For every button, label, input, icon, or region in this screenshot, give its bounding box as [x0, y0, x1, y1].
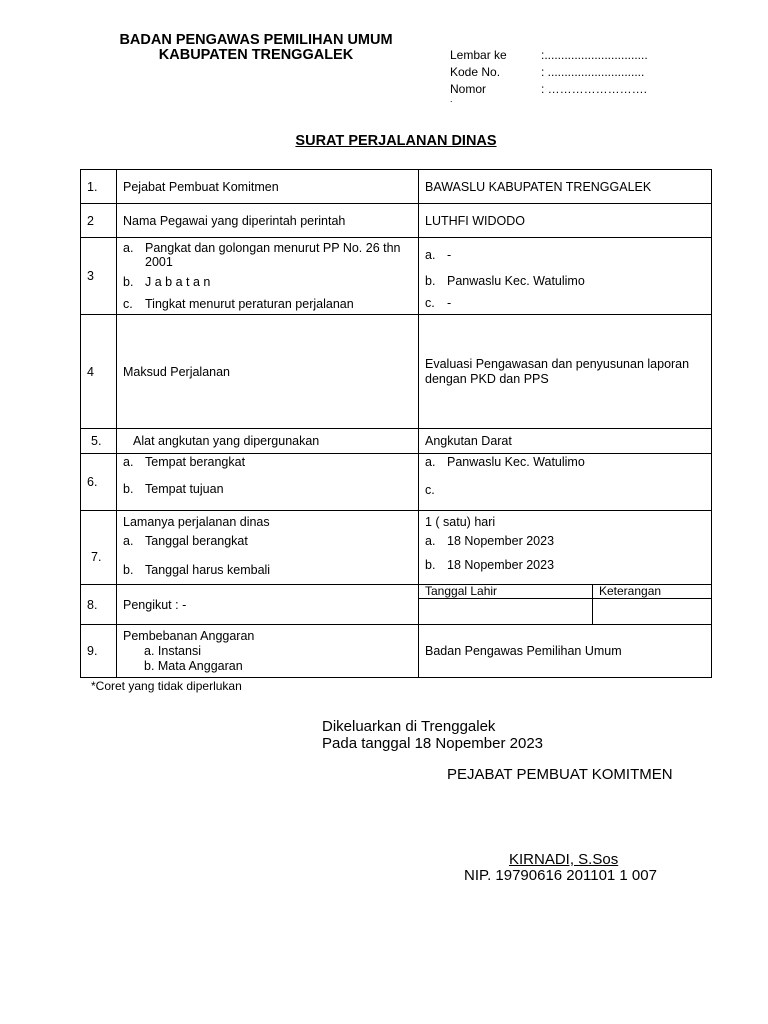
sub-value: -: [447, 296, 452, 310]
meta-value: :...............................: [541, 48, 648, 62]
row-value: Badan Pengawas Pemilihan Umum: [419, 625, 712, 678]
sub-item: [425, 274, 705, 288]
row-number: 6.: [81, 454, 117, 511]
sub-item: [425, 248, 705, 262]
cell-tanggal-lahir: [419, 599, 593, 625]
sub-item: [425, 483, 705, 497]
spd-table: [80, 169, 712, 678]
table-row: [81, 429, 712, 454]
meta-label: Kode No.: [450, 65, 501, 79]
row-number: 4: [81, 315, 117, 429]
col-tanggal-lahir: Tanggal Lahir: [419, 585, 593, 599]
sub-label: Pangkat dan golongan menurut PP No. 26 thn 2001: [145, 241, 401, 269]
table-row: [81, 511, 712, 585]
sub-item: [123, 241, 412, 269]
sub-key: b.: [123, 482, 134, 496]
row-value: Angkutan Darat: [419, 429, 712, 454]
meta-value: : .............................: [541, 65, 645, 79]
signer-name: KIRNADI, S.Sos: [509, 851, 619, 868]
row-label: Pengikut : -: [117, 585, 419, 625]
row-number: 1.: [81, 170, 117, 204]
row-number: 8.: [81, 585, 117, 625]
doc-meta: [450, 47, 680, 98]
sub-label: b. Mata Anggaran: [144, 658, 243, 673]
sub-label: a. Instansi: [144, 643, 201, 658]
sub-heading: Lamanya perjalanan dinas: [123, 515, 270, 529]
sub-label: J a b a t a n: [145, 275, 211, 289]
sub-value: Panwaslu Kec. Watulimo: [447, 455, 585, 469]
row-label: [117, 625, 419, 678]
sub-key: a.: [425, 248, 436, 262]
row-number: 7.: [81, 511, 117, 585]
sub-key: a.: [425, 534, 436, 548]
sub-item: [425, 534, 705, 548]
sub-item: [123, 563, 412, 577]
row-label: [117, 454, 419, 511]
sub-value: 18 Nopember 2023: [447, 534, 555, 548]
sub-key: b.: [123, 563, 134, 577]
table-row: [81, 170, 712, 204]
table-row: [81, 315, 712, 429]
sub-key: a.: [425, 455, 436, 469]
row-value: BAWASLU KABUPATEN TRENGGALEK: [419, 170, 712, 204]
sub-value: -: [447, 248, 452, 262]
sub-key: c.: [123, 297, 133, 311]
sub-heading: Pembebanan Anggaran: [123, 628, 255, 643]
sub-key: c.: [425, 483, 435, 497]
table-row: [81, 204, 712, 238]
signer-role: PEJABAT PEMBUAT KOMITMEN: [447, 766, 673, 783]
meta-label: Nomor: [450, 82, 487, 96]
document-title: SURAT PERJALANAN DINAS: [295, 133, 497, 149]
sub-item: [425, 296, 705, 310]
issued-date: Pada tanggal 18 Nopember 2023: [322, 735, 544, 752]
footnote: *Coret yang tidak diperlukan: [91, 679, 242, 693]
sub-heading: 1 ( satu) hari: [425, 515, 496, 529]
sub-key: b.: [123, 275, 134, 289]
row-value: LUTHFI WIDODO: [419, 204, 712, 238]
col-keterangan: Keterangan: [593, 585, 712, 599]
row-value: [419, 238, 712, 315]
row-label: Nama Pegawai yang diperintah perintah: [117, 204, 419, 238]
issued-at: Dikeluarkan di Trenggalek: [322, 718, 496, 735]
row-value: Evaluasi Pengawasan dan penyusunan laporan dengan PKD dan PPS: [419, 315, 712, 429]
sub-key: b.: [425, 558, 436, 572]
cell-keterangan: [593, 599, 712, 625]
sub-label: Tempat berangkat: [145, 455, 246, 469]
row-label: Alat angkutan yang dipergunakan: [117, 429, 419, 454]
row-label: Maksud Perjalanan: [117, 315, 419, 429]
sub-label: Tempat tujuan: [145, 482, 224, 496]
stray-mark: .: [450, 94, 453, 104]
meta-nomor: [450, 81, 680, 98]
sub-item: [123, 275, 412, 289]
meta-label: Lembar ke: [450, 48, 507, 62]
sub-value: Panwaslu Kec. Watulimo: [447, 274, 585, 288]
sub-item: [123, 534, 412, 548]
row-label: Pejabat Pembuat Komitmen: [117, 170, 419, 204]
sub-key: a.: [123, 534, 134, 548]
signer-nip: NIP. 19790616 201101 1 007: [464, 867, 657, 884]
row-number: 2: [81, 204, 117, 238]
table-row: [81, 238, 712, 315]
sub-item: [123, 297, 412, 311]
meta-value: : …………………….: [541, 82, 648, 96]
row-label: [117, 238, 419, 315]
sub-label: Tingkat menurut peraturan perjalanan: [145, 297, 354, 311]
sub-item: [123, 482, 412, 496]
meta-kode: [450, 64, 680, 81]
meta-lembar: [450, 47, 680, 64]
row-number: 9.: [81, 625, 117, 678]
table-row: [81, 454, 712, 511]
sub-item: [123, 455, 412, 469]
row-value: [419, 511, 712, 585]
sub-label: Tanggal berangkat: [145, 534, 248, 548]
sub-item: [425, 558, 705, 572]
sub-label: Tanggal harus kembali: [145, 563, 271, 577]
sub-key: b.: [425, 274, 436, 288]
sub-key: a.: [123, 241, 134, 255]
row-label: [117, 511, 419, 585]
org-name-line2: KABUPATEN TRENGGALEK: [158, 47, 354, 63]
sub-value: 18 Nopember 2023: [447, 558, 555, 572]
row-number: 5.: [81, 429, 117, 454]
sub-key: a.: [123, 455, 134, 469]
row-value: [419, 454, 712, 511]
row-number: 3: [81, 238, 117, 315]
sub-key: c.: [425, 296, 435, 310]
table-row: [81, 585, 712, 599]
table-row: [81, 625, 712, 678]
org-name-line1: BADAN PENGAWAS PEMILIHAN UMUM: [119, 32, 393, 48]
sub-item: [425, 455, 705, 469]
